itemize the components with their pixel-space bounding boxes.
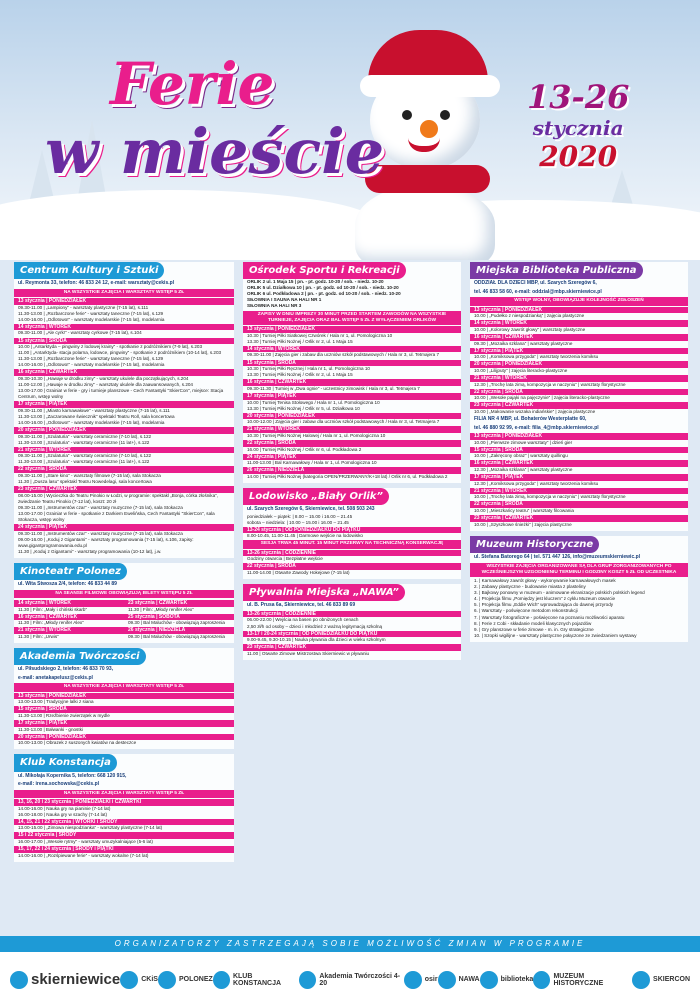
schedule-day-heading: 15 stycznia | ŚRODA [14, 706, 234, 713]
schedule-item: 14.00-16.00 | „Odlotowo!” - warsztaty modelarskie (7-15 lat), modelarnia [18, 362, 165, 368]
schedule-day-heading: 17 stycznia | PIĄTEK [243, 393, 461, 400]
schedule-item: 11.30 | Film: „Mały i chiński skarb” [18, 606, 88, 612]
schedule-item: 12.30 | „Komiksowa przygoda” | warsztaty tworzenia komiksu [474, 480, 599, 486]
schedule-item: 11.00 | „Antarktyda- stacja polarna, lodowce, pingwiny” - spotkanie z podróżnikiem (10-14 lat), s.203 [18, 350, 222, 356]
schedule-item: 11.30 | „Dusza lasu” spektakl Teatru Nowedelagi, sala koncertowa [18, 479, 152, 485]
akademia-notice: NA WSZYSTKIE ZAJĘCIA I WARSZTATY WSTĘP 5 ZŁ [14, 683, 234, 691]
klub-title: Klub Konstancja [14, 754, 117, 771]
schedule-item: 10.00 | „Mieszkańcy teatru” | warsztaty filcowania [474, 508, 574, 514]
logo-text: Akademia Twórczości 4-20 [319, 972, 401, 987]
schedule-day-heading: 20 stycznia | PONIEDZIAŁEK [14, 427, 234, 434]
schedule-item: 13.30 | Turniej Piłki Nożnej / Orlik nr 5, ul. Działkowa 10 [247, 405, 360, 411]
schedule-item: 11.30-13.00 | „Rozbarczone ferie” - warsztaty taneczne (7-15 lat), s.129 [18, 356, 164, 362]
dates-range: 13-26 [527, 78, 630, 116]
logo-text: osir [424, 976, 438, 983]
schedule-day-heading: 13 stycznia | PONIEDZIAŁEK [470, 307, 688, 314]
schedule-item: 11.30-13.00 | Rzeźbienie zwierzątek w mydle [18, 712, 110, 718]
schedule-item: 10.00 | „Trochę lata zimą, kompozycja w naczyniu” | warsztaty florystyczne [474, 494, 626, 500]
schedule-day-heading: 23 stycznia | CZWARTEK [470, 515, 688, 522]
logo-text: skierniewice [31, 971, 121, 988]
hero-banner [0, 0, 700, 260]
osir-section [243, 262, 461, 483]
schedule-item: 10.00 | „Komiksowa przygoda” | warsztaty tworzenia komiksu [474, 354, 599, 360]
kino-schedule-right [124, 599, 234, 640]
dates-year: 2020 [539, 140, 618, 173]
organizers-note: ORGANIZATORZY ZASTRZEGAJĄ SOBIE MOŻLIWOŚĆ ZMIAN W PROGRAMIE [0, 936, 700, 952]
schedule-day-heading: 14 stycznia | WTOREK [14, 324, 234, 331]
klub-address: ul. Mikołaja Kopernika 5, telefon: 668 120 915, [18, 772, 127, 779]
logo-text: MUZEUM HISTORYCZNE [553, 972, 604, 987]
sponsor-logo [158, 971, 213, 989]
ck-notice: NA WSZYSTKIE ZAJĘCIA I WARSZTATY WSTĘP 5 ZŁ [14, 289, 234, 297]
schedule-day-heading: 15 stycznia | ŚRODA [14, 338, 234, 345]
schedule-item: 14.00-16.00 | „Rozśpiewane ferie” - warsztaty wokalne (7-14 lat) [18, 852, 149, 858]
lodowisko-item3: 11.00-14.00 | Otwarte Zawody Hokejowe (7-15 lat) [247, 570, 350, 576]
left-column [14, 262, 234, 867]
schedule-item: 11.00-13.00 | Bal Karnawałowy / Hala nr 1, ul. Pomologiczna 10 [247, 460, 377, 466]
schedule-day-heading: 15, 17, 22 i 24 stycznia | ŚRODY i PIĄTKI [14, 846, 234, 853]
schedule-day-heading: 17 stycznia | PIĄTEK [470, 474, 688, 481]
schedule-day-heading: 20 stycznia | PONIEDZIAŁEK [470, 361, 688, 368]
lodowisko-hours-weekday: poniedziałek – piątek: | 8.00 – 15.00 i 16.00 – 21.45 [247, 513, 353, 519]
schedule-day-heading: 16 stycznia | CZWARTEK [243, 379, 461, 386]
biblioteka-sub2: tel. 46 833 58 60, e-mail: oddzial@mbp.skierniewice.pl [474, 288, 602, 295]
sponsor-logo [120, 971, 158, 989]
schedule-item: 10.00 | Turniej Tenisa Stołowego / Hala nr 1, ul. Pomologiczna 10 [247, 399, 380, 405]
logo-text: KLUB KONSTANCJA [232, 972, 282, 987]
muzeum-section [470, 536, 688, 642]
akademia-address: ul. Piłsudskiego 2, telefon: 46 833 70 93, [18, 666, 114, 673]
sponsor-logo [480, 971, 534, 989]
ck-schedule [14, 298, 234, 555]
logo-mark-icon [158, 971, 176, 989]
schedule-day-heading: 13 stycznia | PONIEDZIAŁEK [243, 326, 461, 333]
schedule-item: 14.00-16.00 | „Odlotowo!” - warsztaty modelarskie (7-15 lat), modelarnia [18, 419, 165, 425]
schedule-day-heading: 14 stycznia | WTOREK [243, 346, 461, 353]
logo-mark-icon [404, 971, 422, 989]
lodowisko-day2: 13-26 stycznia | CODZIENNIE [243, 550, 461, 557]
basen-item1b: 2,50 zł/h od osoby – dzieci i młodzież z ważną legitymacją szkolną [247, 623, 383, 629]
logo-mark-icon [299, 971, 316, 989]
schedule-day-heading: 24 stycznia | PIĄTEK [243, 454, 461, 461]
schedule-item: 10.00 | „Wesołe pająki na pajęczynie” | zajęcia literacko-plastyczne [474, 395, 610, 401]
schedule-day-heading: 22 stycznia | ŚRODA [470, 501, 688, 508]
biblioteka-section [470, 262, 688, 531]
osir-notice: ZAPISY W DNIU IMPREZY 30 MINUT PRZED STARTEM ZAWODÓW NA WSZYSTKIE TURNIEJE, ZAJĘCIA ORAZ BAL WSTĘP 5 ZŁ Z WYŁĄCZENIEM ORLIKÓW [243, 311, 461, 326]
schedule-item: 12.30 | „Trochę lata zimą, kompozycja w naczyniu” | warsztaty florystyczne [474, 381, 626, 387]
logo-mark-icon [533, 971, 550, 989]
schedule-item: 09.30-11.00 | Zajęcia gier i zabaw dla uczniów szkół podstawowych / Hala nr 3, ul. Tetmajera 7 [247, 352, 440, 358]
basen-address: ul. B. Prusa 6a, Skierniewice, tel. 46 833 89 69 [247, 602, 356, 609]
schedule-item: 13.00-15.00 | „Zimowa niespodzianka” - warsztaty plastyczne (7-14 lat) [18, 825, 163, 831]
muzeum-item: 4. | Projekcja filmu „Pomiędzy jest kluczem” z cyklu Muzeum otwarcie [474, 596, 616, 602]
sponsor-logos [0, 952, 700, 1007]
muzeum-item: 3. | Bajkowy ponowny w muzeum - animowane ekranizacje polskich polskich legend [474, 590, 645, 596]
schedule-day-heading: 21 stycznia | WTOREK [14, 447, 234, 454]
title-line1: Ferie [110, 50, 275, 118]
schedule-item: 11.30 | Film: „Młody renifer Alex” [18, 620, 84, 626]
lodowisko-day3: 22 stycznia | ŚRODA [243, 563, 461, 570]
schedule-day-heading: 13 stycznia | PONIEDZIAŁEK [14, 298, 234, 305]
osir-schedule [243, 326, 461, 480]
akademia-section [14, 648, 234, 749]
schedule-day-heading: 21 stycznia | WTOREK [14, 627, 124, 634]
sponsor-logo [438, 971, 480, 989]
schedule-item: 09.30 | Bal Maluchów - obowiązują zaproszenia [128, 633, 225, 639]
event-dates [527, 78, 629, 173]
logo-mark-icon [10, 971, 28, 989]
schedule-day-heading: 25 stycznia | SOBOTA [124, 614, 234, 621]
sponsor-logo [10, 971, 120, 989]
logo-text: POLONEZ [178, 976, 213, 983]
schedule-day-heading: 22 stycznia | ŚRODA [14, 466, 234, 473]
schedule-item: 13.00-13.00 | Tradycyjne lalki z siana [18, 699, 94, 705]
logo-text: SKIERCON [653, 976, 690, 983]
title-line2: w mieście [45, 115, 385, 188]
basen-title: Pływalnia Miejska „NAWA” [243, 584, 405, 601]
logo-text: biblioteka [500, 976, 534, 983]
kino-address: ul. Wita Stwosza 2/4, telefon: 46 833 44 89 [18, 581, 117, 588]
logo-text: CKiS [141, 976, 158, 983]
schedule-item: 11.30-13.00 | „Szulaturia” - warsztaty ceramiczne (11 lat+), s.122 [18, 439, 150, 445]
schedule-item: 10.00 | „Szyszkowe śnieżki” | zajęcia plastyczne [474, 521, 572, 527]
basen-day2: 13-17 i 20-24 stycznia | OD PONIEDZIAŁKU DO PIĄTKU [243, 631, 461, 638]
lodowisko-item2: Godziny otwarcia | Bezpłatne wejście [247, 556, 323, 562]
schedule-item: 14.00-16.00 | „Odlotowo!” - warsztaty modelarskie (7-15 lat), modelarnia [18, 316, 165, 322]
schedule-item: 10.00 | „Antarktyda – pingwiny z lodowej krainy” - spotkanie z podróżnikiem (7-9 lat), s.203 [18, 344, 203, 350]
basen-day3: 23 stycznia | CZWARTEK [243, 644, 461, 651]
schedule-day-heading: 17 stycznia | PIĄTEK [14, 720, 234, 727]
osir-hall-row: ORLIK 2 ul. 1 Maja 15 | pn. - pt. godz. 10-20 / sob. - niedz. 10-20 [247, 279, 384, 285]
schedule-day-heading: 16 stycznia | CZWARTEK [470, 334, 688, 341]
schedule-item: 09.30-11.00 | „Lampiony” - warsztaty plastyczne (7-15 lat), s.111 [18, 304, 149, 310]
logo-mark-icon [438, 971, 456, 989]
schedule-day-heading: 13 stycznia | PONIEDZIAŁEK [14, 693, 234, 700]
sponsor-logo [404, 971, 438, 989]
sponsor-logo [213, 971, 299, 989]
muzeum-address: ul. Stefana Batorego 64 | tel. 571 447 126, info@muzeumskierniewic.pl [474, 553, 641, 560]
muzeum-item: 6. | Warsztaty - poświęcone metodom rekonstrukcji [474, 608, 578, 614]
biblioteka-notice: WSTĘP WOLNY, OBOWIĄZUJE KOLEJNOŚĆ ZGŁOSZEŃ [470, 297, 688, 305]
schedule-day-heading: 21 stycznia | WTOREK [243, 426, 461, 433]
osir-silownia: SIŁOWNIA NA HALI NR 3 [247, 303, 302, 309]
basen-item1: 06.00-22.00 | Wejścia na basen po obniżonych cenach [247, 617, 359, 623]
schedule-item: 09.30-10.30 | „Hawaje w drodku zimy” - warsztaty ukulele dla początkujących, s.204 [18, 375, 189, 381]
schedule-item: 11.30-13.00 | Bałwanki - gnostki [18, 726, 83, 732]
lodowisko-notice: SESJA TRWA 45 MINUT. 15 MINUT PRZERWY NA TECHNICZNĄ KONSERWACJĘ [243, 540, 461, 548]
schedule-day-heading: 16 stycznia | CZWARTEK [14, 614, 124, 621]
klub-schedule [14, 799, 234, 859]
basen-item3: 11.00 | Otwarte Zimowe Mistrzostwa Skierniewic w pływaniu [247, 650, 370, 656]
muzeum-item: 8. | Ferie z Cobi - składanie modeli klasycznych pojazdów [474, 620, 592, 626]
muzeum-item: 7. | Warsztaty fotograficzne - poświęcone na poznaniu możliwości aparatu [474, 614, 625, 620]
osir-hall-row: ORLIK 6 ul. Podkładowa 2 | pn. - pt. godz. od 10-20 / sob. - niedz. 10-20 [247, 291, 401, 297]
schedule-day-heading: 13, 16, 20 i 23 stycznia | PONIEDZIAŁKI i CZWARTKI [14, 799, 234, 806]
osir-title: Ośrodek Sportu i Rekreacji [243, 262, 406, 279]
schedule-item: 10.00 | „Kolorowy zawrót głowy” | warsztaty plastyczne [474, 326, 586, 332]
schedule-day-heading: 15 stycznia | ŚRODA [470, 447, 688, 454]
schedule-day-heading: 15 stycznia | ŚRODA [243, 360, 461, 367]
muzeum-list [470, 578, 688, 639]
schedule-day-heading: 16 stycznia | CZWARTEK [470, 460, 688, 467]
ck-address: ul. Reymonta 33, telefon: 46 833 24 12, e-mail: warsztaty@cekis.pl [18, 280, 175, 287]
schedule-day-heading: 17 stycznia | PIĄTEK [470, 348, 688, 355]
schedule-item: 10.00 | „Pierwsze zimowe warsztaty” | dzień gier [474, 439, 573, 445]
schedule-item: 16.00 | Turniej Piłki Nożnej / Orlik nr 6, ul. Podkładowa 2 [247, 446, 362, 452]
schedule-day-heading: 22 stycznia | ŚRODA [470, 389, 688, 396]
lodowisko-item1: 8.00-10.45, 11.00-11.45 | Darmowe wejście na lodowisko [247, 533, 363, 539]
schedule-item: 11.30 | Film: „Młody renifer Alex” [128, 606, 194, 612]
right-column [470, 262, 688, 647]
schedule-item: 13.30 | Turniej Piłki Nożnej / Orlik nr 2, ul. 1 Maja 15 [247, 338, 353, 344]
klub-section [14, 754, 234, 861]
schedule-day-heading: 20 stycznia | PONIEDZIAŁEK [14, 734, 234, 741]
schedule-day-heading: 23 stycznia | CZWARTEK [470, 402, 688, 409]
basen-section [243, 584, 461, 660]
biblioteka-sub1: ODDZIAŁ DLA DZIECI MBP, ul. Szarych Szeregów 6, [474, 280, 597, 287]
schedule-day-heading: 17 stycznia | PIĄTEK [14, 401, 234, 408]
kino-notice: NA SEANSE FILMOWE OBOWIĄZUJĄ BILETY WSTĘPU 5 ZŁ [14, 590, 234, 598]
schedule-item: 13.00-17.00 | Grainia! w ferie - gry i turnieje planszowe - Cech Fantastyki "SkierCon", miejsce: Stacja Centrum, wstęp wolny [18, 388, 224, 400]
sponsor-logo [533, 971, 632, 989]
ck-section [14, 262, 234, 558]
schedule-day-heading: 15 i 22 stycznia | ŚRODY [14, 832, 234, 839]
schedule-day-heading: 13 stycznia | PONIEDZIAŁEK [470, 433, 688, 440]
schedule-item: 11.30-13.00 | „Zaczarowane świecznik” spektakl Teatru Roll, sala koncertowa [18, 413, 175, 419]
schedule-item: 10.30 | Turniej Piłki Ręcznej / Hala nr 1, ul. Pomologiczna 10 [247, 366, 370, 372]
kino-schedule-left [14, 599, 124, 640]
schedule-item: 08.00-15.00 | Wycieczka do Teatru Pinokio w Łodzi, w programie: spektakl „Bonja, córka złośnika”, zwiedzanie Teatru Pinokio (7-12 lat), koszt: 20 zł [18, 492, 218, 504]
klub-notice: NA WSZYSTKIE ZAJĘCIA I WARSZTATY WSTĘP 5 ZŁ [14, 790, 234, 798]
osir-hall-row: ORLIK 5 ul. Działkowa 10 | pn. - pt. godz. od 10-20 / sob. - niedz. 10-20 [247, 285, 399, 291]
schedule-item: 11.30 | „Koduj z Gigantami” - warsztaty programowania (10-12 lat), j.w. [18, 548, 162, 554]
muzeum-item: 2. | Zabawy plastyczne - budowanie miasta z plasteliny [474, 584, 586, 590]
ck-title: Centrum Kultury i Sztuki [14, 262, 164, 279]
muzeum-item: 5. | Projekcja filmu „Eddie Wich” wprowadzająca do dawnej przyrody [474, 602, 614, 608]
schedule-item: 11.30-13.00 | „Szulaturia” - warsztaty ceramiczne (11 lat+), s.122 [18, 459, 150, 465]
muzeum-item: 9. | Gry planszowe w ferie zimowe - m. in. Gry strategiczne [474, 626, 594, 632]
logo-mark-icon [213, 971, 230, 989]
lodowisko-title: Lodowisko „Biały Orlik” [243, 488, 389, 505]
schedule-day-heading: 26 stycznia | NIEDZIELA [124, 627, 234, 634]
schedule-item: 16.00-18.00 | Nauka gry w szachy (7-14 lat) [18, 811, 108, 817]
middle-column [243, 262, 461, 665]
basen-day1: 13-26 stycznia | CODZIENNIE [243, 611, 461, 618]
klub-email: e-mail: irena.sochowska@cekis.pl [18, 781, 100, 788]
schedule-item: 14.00 | Turniej Piłki Nożnej (kategoria OPEN/PRZERWANY/K+18 lat) / Orlik nr 6, ul. Podkładowa 2 [247, 473, 448, 479]
schedule-item: 12.30 | „Mozaika szklana” | warsztaty plastyczne [474, 467, 573, 473]
schedule-item: 10.00 | „Lilijputy” | zajęcia literacko-plastyczne [474, 367, 568, 373]
biblioteka-title: Miejska Biblioteka Publiczna [470, 262, 643, 279]
schedule-day-heading: 23 stycznia | CZWARTEK [14, 486, 234, 493]
schedule-item: 09.30-11.00 | „Ale cyrk!” - warsztaty cyrkowe (7-15 lat), s.104 [18, 330, 142, 336]
schedule-day-heading: 21 stycznia | WTOREK [470, 488, 688, 495]
schedule-day-heading: 23 stycznia | CZWARTEK [124, 600, 234, 607]
schedule-item: 09.30-11.00 | „Instrumentów czar” - warsztaty muzyczne (7-15 lat), sala Stokacza [18, 530, 183, 536]
schedule-item: 11.30 | Film: „Urwis” [18, 633, 59, 639]
lodowisko-hours-weekend: sobota – niedziela: | 10.00 – 15.00 i 16.00 – 21.45 [247, 519, 349, 525]
lodowisko-address: ul. Szarych Szeregów 6, Skierniewice, tel. 508 503 243 [247, 506, 375, 513]
logo-mark-icon [480, 971, 498, 989]
akademia-email: e-mail: anetakapelusz@cekis.pl [18, 674, 93, 681]
akademia-title: Akademia Twórczości [14, 648, 146, 665]
logo-mark-icon [632, 971, 650, 989]
schedule-day-heading: 14 stycznia | WTOREK [14, 600, 124, 607]
sponsor-logo [299, 971, 404, 989]
schedule-item: 10.00-12.00 | Zajęcia gier i zabaw dla uczniów szkół podstawowych / Hala nr 3, ul. Tetmajera 7 [247, 419, 440, 425]
schedule-day-heading: 26 stycznia | NIEDZIELA [243, 467, 461, 474]
akademia-schedule [14, 693, 234, 747]
muzeum-title: Muzeum Historyczne [470, 536, 599, 553]
schedule-item: 10.00 | „Zakręcony obraz” | warsztaty quillingu [474, 453, 568, 459]
muzeum-item: 1. | Karnawałowy zawrót głowy - wykonywanie karnawałowych masek [474, 578, 616, 584]
schedule-item: 10.00 | „Pudełko z niespodzianką” | zajęcia plastyczne [474, 313, 585, 319]
schedule-item: 16.00-17.00 | „Wesołe rytmy” - warsztaty umuzykalniające (5-6 lat) [18, 839, 153, 844]
schedule-item: 10.00 | „Makowanie wozaka indiańskie” | zajęcia plastyczne [474, 408, 596, 414]
schedule-day-heading: 21 stycznia | WTOREK [470, 375, 688, 382]
osir-halls [243, 279, 461, 297]
schedule-item: 10.00-13.00 | Obrazek z suszonych kwiatów na desteczce [18, 740, 137, 746]
muzeum-item: 10. | Szopki wigilijne - warsztaty plastyczne połączone ze zwiedzaniem wystawy [474, 632, 637, 638]
schedule-item: 13.30 | Turniej Piłki Nożnej / Orlik nr 2, ul. 1 Maja 15 [247, 372, 353, 378]
schedule-item: 13.00-17.00 | Grainia! w ferie - spotkanie z Darkiem Ewelińska, Cech Fantastyki "SkierCon", sala Stokacza, wstęp wolny [18, 510, 215, 523]
schedule-item: 09.30-11.00 | „Miasto karnawałowe” - warsztaty plastyczne (7-15 lat), s.111 [18, 407, 170, 413]
logo-text: NAWA [458, 976, 480, 983]
biblioteka-filia-schedule [470, 433, 688, 528]
dates-month: stycznia [532, 116, 624, 140]
muzeum-notice: WSZYSTKIE ZAJĘCIA ORGANIZOWANE SĄ DLA GRUP ZORGANIZOWANYCH PO WCZEŚNIEJSZYM UZGODNIENIU TERMINU I GODZINY KOSZT 5 ZŁ OD UCZESTNIKA [470, 563, 688, 578]
lodowisko-section [243, 488, 461, 579]
schedule-item: 09.30 | „Mozaika szklana” | warsztaty plastyczne [474, 340, 573, 346]
schedule-day-heading: 16 stycznia | CZWARTEK [14, 369, 234, 376]
schedule-item: 09.30 | Bal Maluchów - obowiązują zaproszenia [128, 620, 225, 626]
schedule-item: 09.30-11.00 | „Szulaturia” - warsztaty ceramiczne (7-10 lat), s.122 [18, 453, 152, 459]
biblioteka-filia2: tel. 46 880 92 99, e-mail: filia_4@mbp.skierniewice.pl [474, 424, 599, 431]
schedule-item: 10.30 | Turniej Piłki Siatkowej Czwórek / Hala nr 1, ul. Pomologiczna 10 [247, 332, 393, 338]
kino-title: Kinoteatr Polonez [14, 563, 127, 580]
schedule-day-heading: 14, 15, 21 i 22 stycznia | WTORKI i ŚRODY [14, 819, 234, 826]
sponsor-logo [632, 971, 690, 989]
schedule-day-heading: 22 stycznia | ŚRODA [243, 440, 461, 447]
schedule-item: 11.30-13.00 | „Rozbarczone ferie” - warsztaty taneczne (7-15 lat), s.129 [18, 310, 164, 316]
schedule-item: 09.30-11.30 | Turniej w „Dwa ognie” - uczestnicy zimowisk / Hala nr 3, ul. Tetmajera 7 [247, 385, 420, 391]
schedule-day-heading: 20 stycznia | PONIEDZIAŁEK [243, 413, 461, 420]
schedule-item: 09.00-16.00 | „Koduj z Gigantami” - warsztaty programowania (7-15 lat), s.106, zapisy: www.gigantprogramowania.edu.pl [18, 536, 194, 548]
schedule-day-heading: 24 stycznia | PIĄTEK [14, 524, 234, 531]
logo-mark-icon [120, 971, 138, 989]
schedule-item: 10.30 | Turniej Piłki Nożnej Halowej / Hala nr 1, ul. Pomologiczna 10 [247, 432, 386, 438]
basen-item2: 9.00-9.45, 9.30-10.15 | Nauka pływania dla dzieci w wieku szkolnym [247, 637, 386, 643]
biblioteka-filia1: FILIA NR 4 MBP, ul. Bohaterów Westerplatte 60, [474, 415, 587, 422]
kino-section [14, 563, 234, 643]
lodowisko-day1: 13-24 stycznia | OD PONIEDZIAŁKU DO PIĄTKU [243, 527, 461, 534]
biblioteka-schedule [470, 307, 688, 415]
schedule-item: 11.00-12.00 | „Hawaje w drodku zimy” - warsztaty ukulele dla zaawansowanych, s.204 [18, 382, 193, 388]
schedule-item: 09.30-11.00 | „Instrumentów czar” - warsztaty muzyczne (7-15 lat), sala Stokacza [18, 504, 183, 510]
schedule-day-heading: 14 stycznia | WTOREK [470, 320, 688, 327]
schedule-item: 14.00-16.00 | Nauka gry na pianinie (7-14 lat) [18, 805, 111, 811]
schedule-item: 09.30-11.00 | „Stare kino” - warsztaty filmowe (7-15 lat), sala Stokacza [18, 473, 161, 479]
osir-sauna: SIŁOWNIA I SAUNA NA HALI NR 1 [247, 297, 322, 303]
schedule-item: 09.30-11.00 | „Szulaturia” - warsztaty ceramiczne (7-10 lat), s.122 [18, 433, 152, 439]
